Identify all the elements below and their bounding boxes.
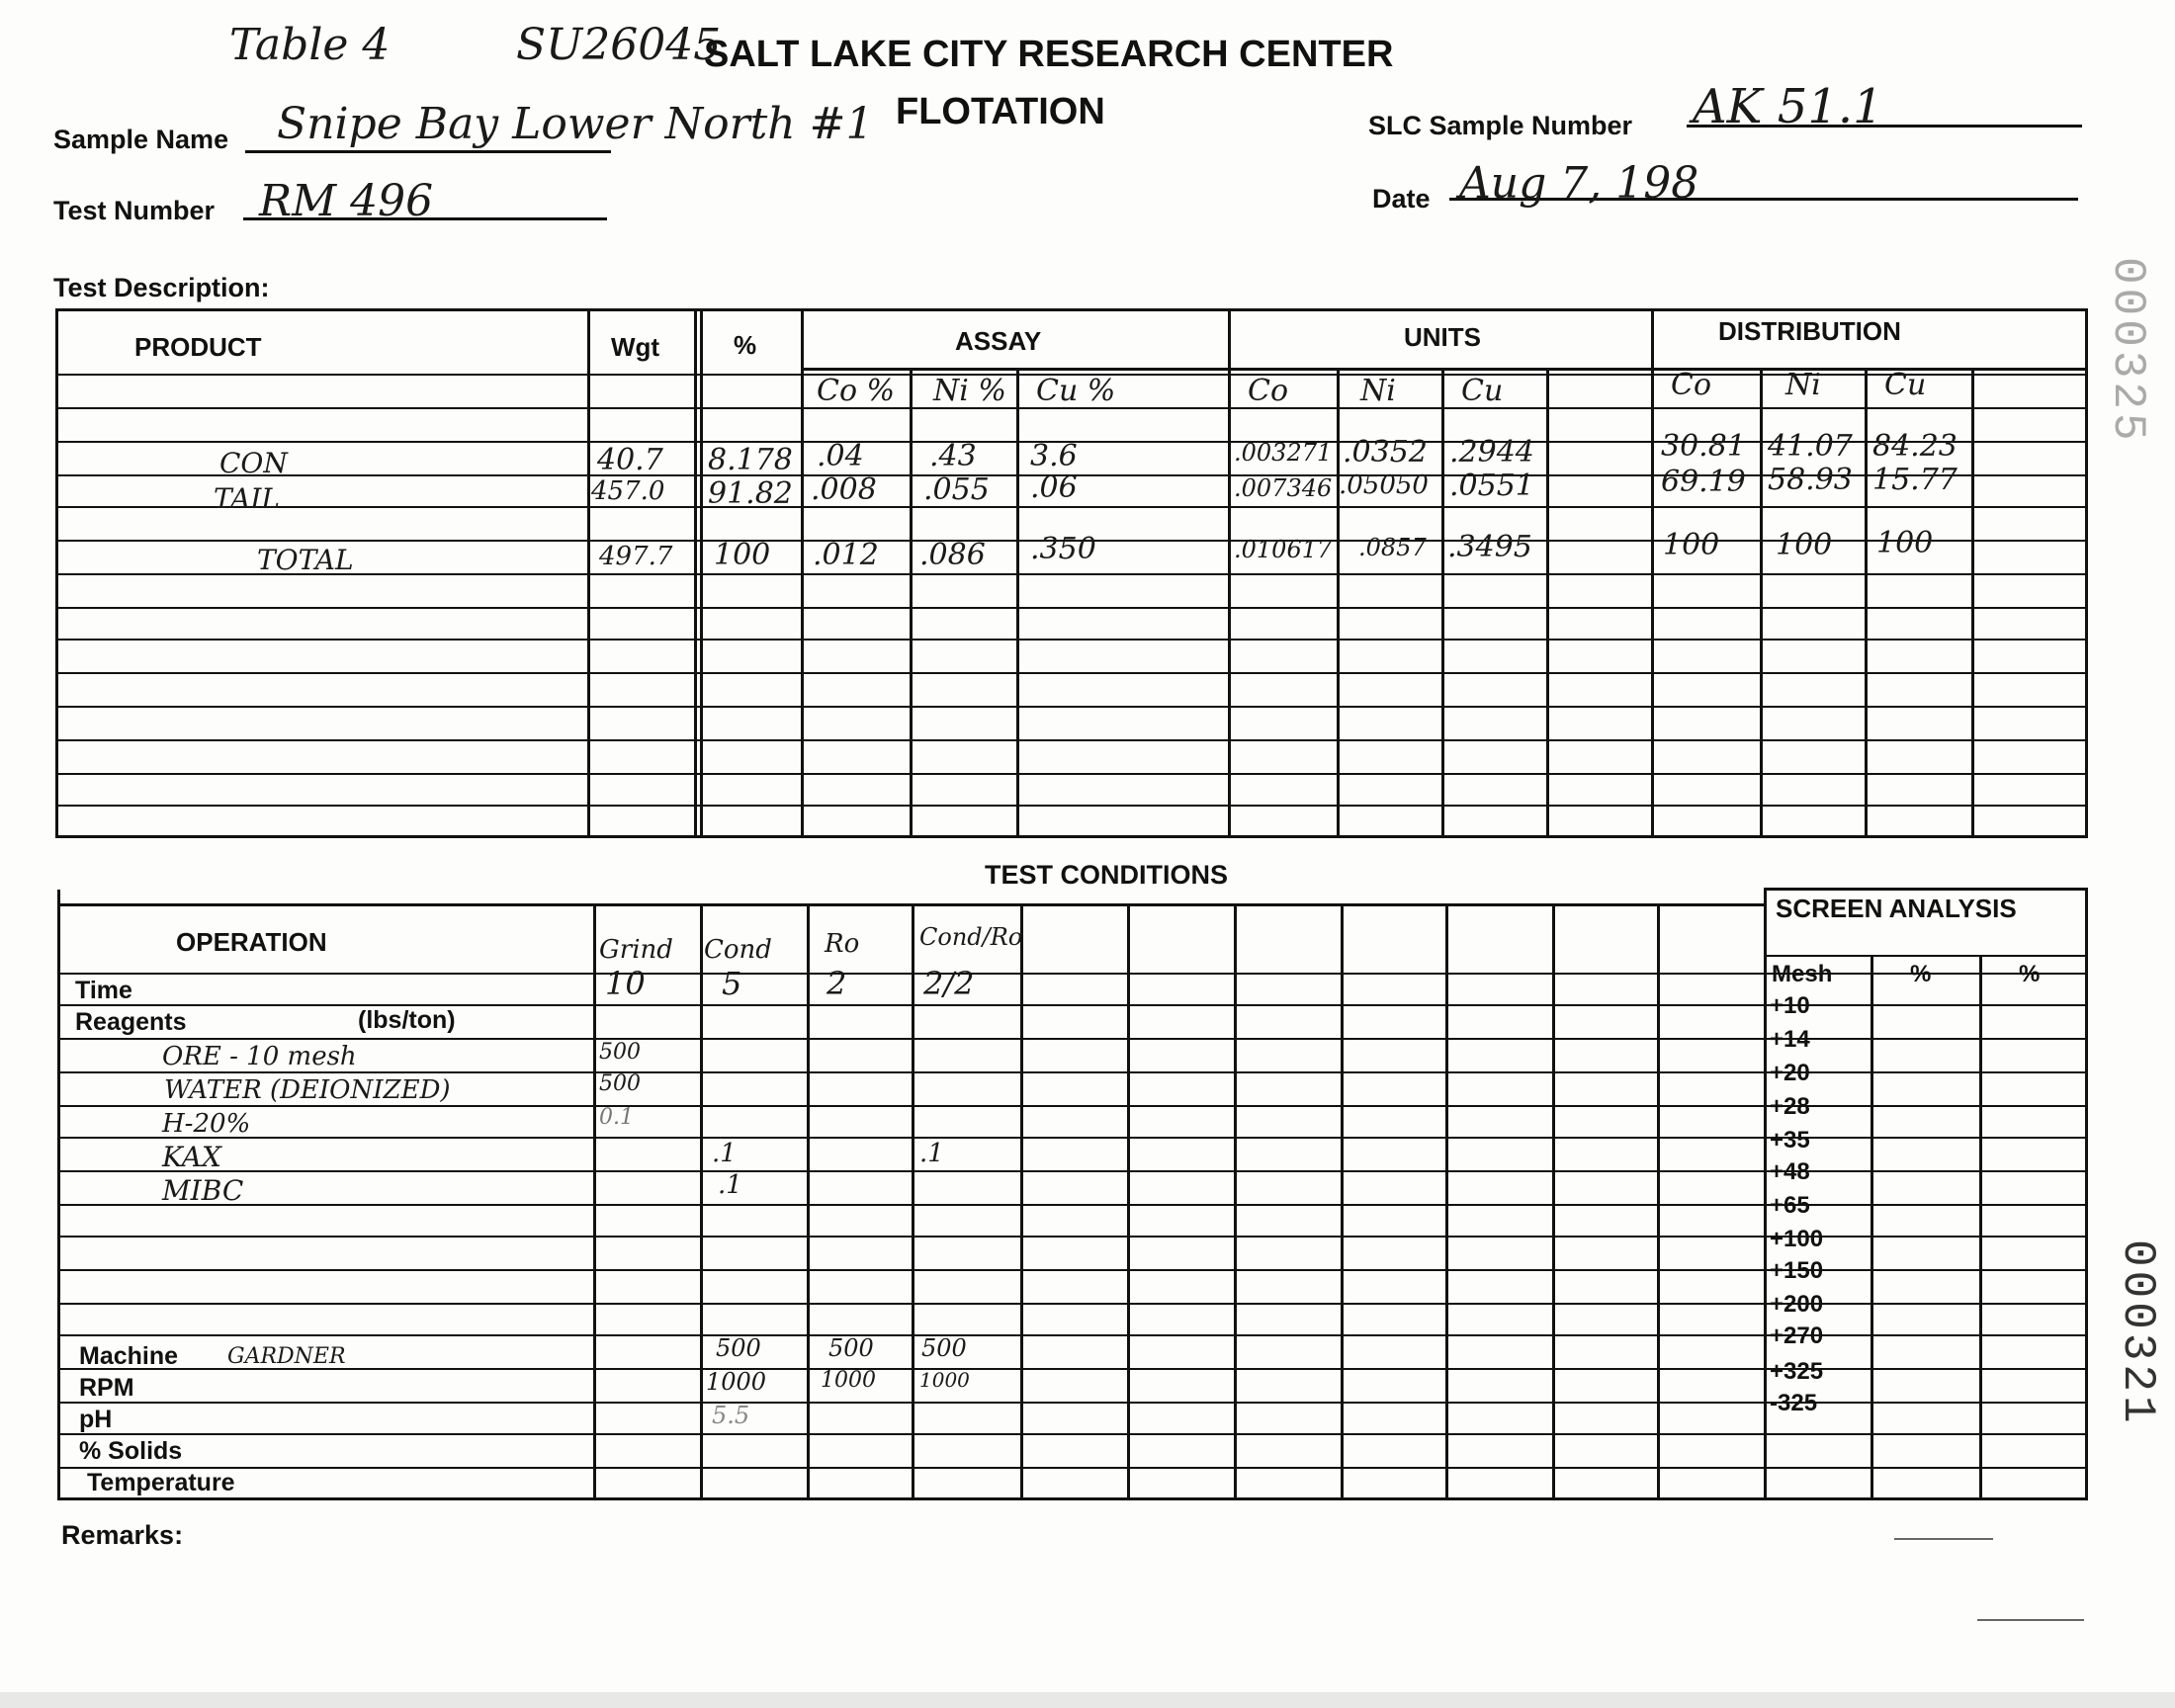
row-con-dist-co: 30.81 [1661,429,1746,464]
subheader-assay-co: Co % [817,374,896,408]
row-total-dist-cu: 100 [1876,526,1934,560]
ph-cond: 5.5 [712,1402,750,1429]
row-tail-units-cu: .0551 [1449,469,1534,503]
row-total-units-cu: .3495 [1447,530,1532,564]
document-title: SALT LAKE CITY RESEARCH CENTER [704,34,1394,75]
row-total-product: TOTAL [257,544,354,576]
mesh-value: +35 [1770,1127,1810,1153]
header-product: PRODUCT [134,332,262,362]
row-total-wgt: 497.7 [599,542,673,571]
row-total-units-co: .010617 [1234,536,1333,563]
date-value: Aug 7, 198 [1459,158,1699,209]
time-label: Time [75,977,132,1004]
row-con-assay-co: .04 [817,439,864,473]
row-tail-dist-cu: 15.77 [1872,463,1958,497]
col-header-ro: Ro [825,929,860,959]
screen-analysis-title: SCREEN ANALYSIS [1776,894,2017,923]
row-tail-pct: 91.82 [708,476,793,511]
reagent-value: .1 [718,1170,742,1200]
col-divider [1552,903,1555,1500]
row-con-pct: 8.178 [708,443,793,477]
row-tail-product: TAIL [214,482,281,515]
subheader-assay-ni: Ni % [933,374,1006,408]
row-tail-wgt: 457.0 [591,476,665,506]
col-divider [1870,955,1873,1500]
header-wgt: Wgt [611,332,660,362]
test-number-label: Test Number [53,196,216,225]
col-divider [1341,903,1344,1500]
col-divider [1337,368,1340,838]
reagents-unit: (lbs/ton) [358,1006,456,1034]
subheader-dist-cu: Cu [1884,368,1927,402]
row-con-dist-cu: 84.23 [1872,429,1958,464]
test-number-value: RM 496 [259,176,434,226]
side-stamp-top: 000325 [2102,257,2153,445]
screen-top-join [1764,888,1767,903]
col-divider [1016,368,1019,838]
document-code: SU26045 [516,20,722,70]
mesh-value: +28 [1770,1093,1810,1120]
row-total-pct: 100 [714,538,771,572]
col-divider [1546,368,1549,838]
reagents-label: Reagents [75,1008,187,1036]
row-total-units-ni: .0857 [1358,534,1427,561]
row-tail-assay-co: .008 [811,472,877,507]
machine-value: GARDNER [227,1344,346,1369]
row-con-wgt: 40.7 [597,443,663,477]
mesh-value: -325 [1770,1390,1818,1416]
reagent-name: WATER (DEIONIZED) [164,1075,451,1105]
machine-cond: 500 [716,1334,761,1362]
row-divider [55,506,2088,508]
col-divider [912,903,914,1500]
rpm-cond-ro: 1000 [919,1368,970,1392]
col-divider [593,903,596,1500]
row-tail-dist-co: 69.19 [1661,465,1746,499]
sample-name-label: Sample Name [53,125,229,154]
row-total-assay-co: .012 [813,538,879,572]
col-header-cond: Cond [704,935,772,965]
screen-header-percent-1: % [1910,961,1932,987]
header-percent: % [734,330,757,360]
col-divider [1445,903,1448,1500]
col-divider [700,903,703,1500]
slc-sample-number-value: AK 51.1 [1693,79,1883,134]
test-conditions-title: TEST CONDITIONS [985,860,1229,890]
mesh-value: +270 [1770,1323,1824,1349]
reagent-name: KAX [162,1141,221,1173]
mesh-value: +325 [1770,1358,1824,1385]
time-cond: 5 [722,965,742,1002]
rpm-cond: 1000 [706,1368,767,1396]
temperature-label: Temperature [87,1469,235,1496]
solids-label: % Solids [79,1437,183,1465]
document-subtitle: FLOTATION [896,91,1105,132]
machine-cond-ro: 500 [921,1334,967,1362]
rpm-ro: 1000 [821,1368,876,1393]
ph-label: pH [79,1406,113,1433]
time-cond-ro: 2/2 [923,965,975,1002]
subheader-assay-cu: Cu % [1036,374,1116,408]
row-total-dist-ni: 100 [1776,528,1833,562]
table-reference: Table 4 [229,20,391,70]
rpm-label: RPM [79,1374,134,1402]
row-total-assay-ni: .086 [919,538,986,572]
row-divider [55,739,2088,741]
remarks-label: Remarks: [61,1520,184,1550]
col-divider [1764,903,1767,1500]
header-assay: ASSAY [955,326,1042,356]
row-con-product: CON [219,447,288,479]
machine-label: Machine [79,1342,179,1370]
row-divider [57,1467,2088,1469]
row-tail-assay-cu: .06 [1030,470,1078,505]
time-grind: 10 [605,965,646,1002]
col-header-cond-ro: Cond/Ro [919,923,1023,951]
row-con-dist-ni: 41.07 [1768,429,1853,464]
subheader-dist-ni: Ni [1785,368,1821,402]
row-total-dist-co: 100 [1663,528,1720,562]
reagent-value: .1 [712,1139,737,1168]
reagent-name: H-20% [162,1109,251,1139]
subheader-units-ni: Ni [1360,374,1396,408]
row-divider [1764,955,2088,957]
row-divider [55,672,2088,674]
row-tail-units-ni: .05050 [1339,470,1429,500]
subheader-units-co: Co [1248,374,1289,408]
row-divider [55,639,2088,640]
header-distribution: DISTRIBUTION [1718,316,1901,346]
test-description-label: Test Description: [53,273,270,302]
mesh-value: +100 [1770,1226,1824,1252]
mesh-value: +150 [1770,1257,1824,1284]
col-divider [1127,903,1130,1500]
mesh-value: +10 [1770,992,1810,1019]
conditions-top-border [57,903,1764,906]
row-divider [57,1433,2088,1435]
screen-top-border [1764,888,2088,891]
col-divider [1979,955,1982,1500]
side-stamp-bottom: 000321 [2112,1239,2163,1427]
row-con-units-ni: .0352 [1343,435,1428,470]
col-divider [1760,368,1763,838]
sample-name-line [245,150,611,153]
col-divider [910,368,913,838]
col-divider [1657,903,1660,1500]
time-ro: 2 [826,965,847,1002]
row-divider [55,706,2088,708]
col-divider [807,903,810,1500]
mesh-value: +14 [1770,1026,1810,1053]
row-divider [55,573,2088,575]
remarks-mark [1977,1619,2084,1621]
row-tail-dist-ni: 58.93 [1768,463,1853,497]
row-divider [55,773,2088,775]
mesh-value: +20 [1770,1060,1810,1086]
col-header-grind: Grind [599,935,673,965]
subheader-dist-co: Co [1671,368,1712,402]
reagent-value: 500 [599,1040,641,1065]
machine-ro: 500 [828,1334,874,1362]
row-divider [55,607,2088,609]
screen-header-percent-2: % [2019,961,2041,987]
row-total-assay-cu: .350 [1030,532,1096,566]
header-units: UNITS [1404,322,1481,352]
reagent-name: MIBC [162,1174,244,1207]
screen-header-mesh: Mesh [1772,961,1833,987]
sample-name-value: Snipe Bay Lower North #1 [277,99,874,149]
row-con-assay-ni: .43 [929,439,977,473]
slc-sample-number-label: SLC Sample Number [1368,111,1633,140]
scan-edge [0,1692,2175,1708]
mesh-value: +200 [1770,1291,1824,1318]
mesh-value: +48 [1770,1158,1810,1185]
date-label: Date [1372,184,1431,214]
row-con-assay-cu: 3.6 [1030,439,1078,473]
remarks-mark [1894,1538,1993,1540]
row-con-units-cu: .2944 [1449,435,1534,470]
mesh-value: +65 [1770,1192,1810,1219]
reagent-value: 500 [599,1071,641,1096]
reagent-value: .1 [919,1139,944,1168]
reagent-value: 0.1 [599,1105,634,1130]
col-divider [1441,368,1444,838]
row-con-units-co: .003271 [1234,439,1333,467]
operation-header: OPERATION [176,927,327,957]
subheader-units-cu: Cu [1461,374,1504,408]
col-divider [1234,903,1237,1500]
row-tail-units-co: .007346 [1234,474,1333,502]
col-divider [1020,903,1023,1500]
row-divider [55,805,2088,807]
reagent-name: ORE - 10 mesh [162,1042,357,1071]
col-divider [1971,368,1974,838]
col-divider [1865,368,1868,838]
row-tail-assay-ni: .055 [923,472,990,507]
